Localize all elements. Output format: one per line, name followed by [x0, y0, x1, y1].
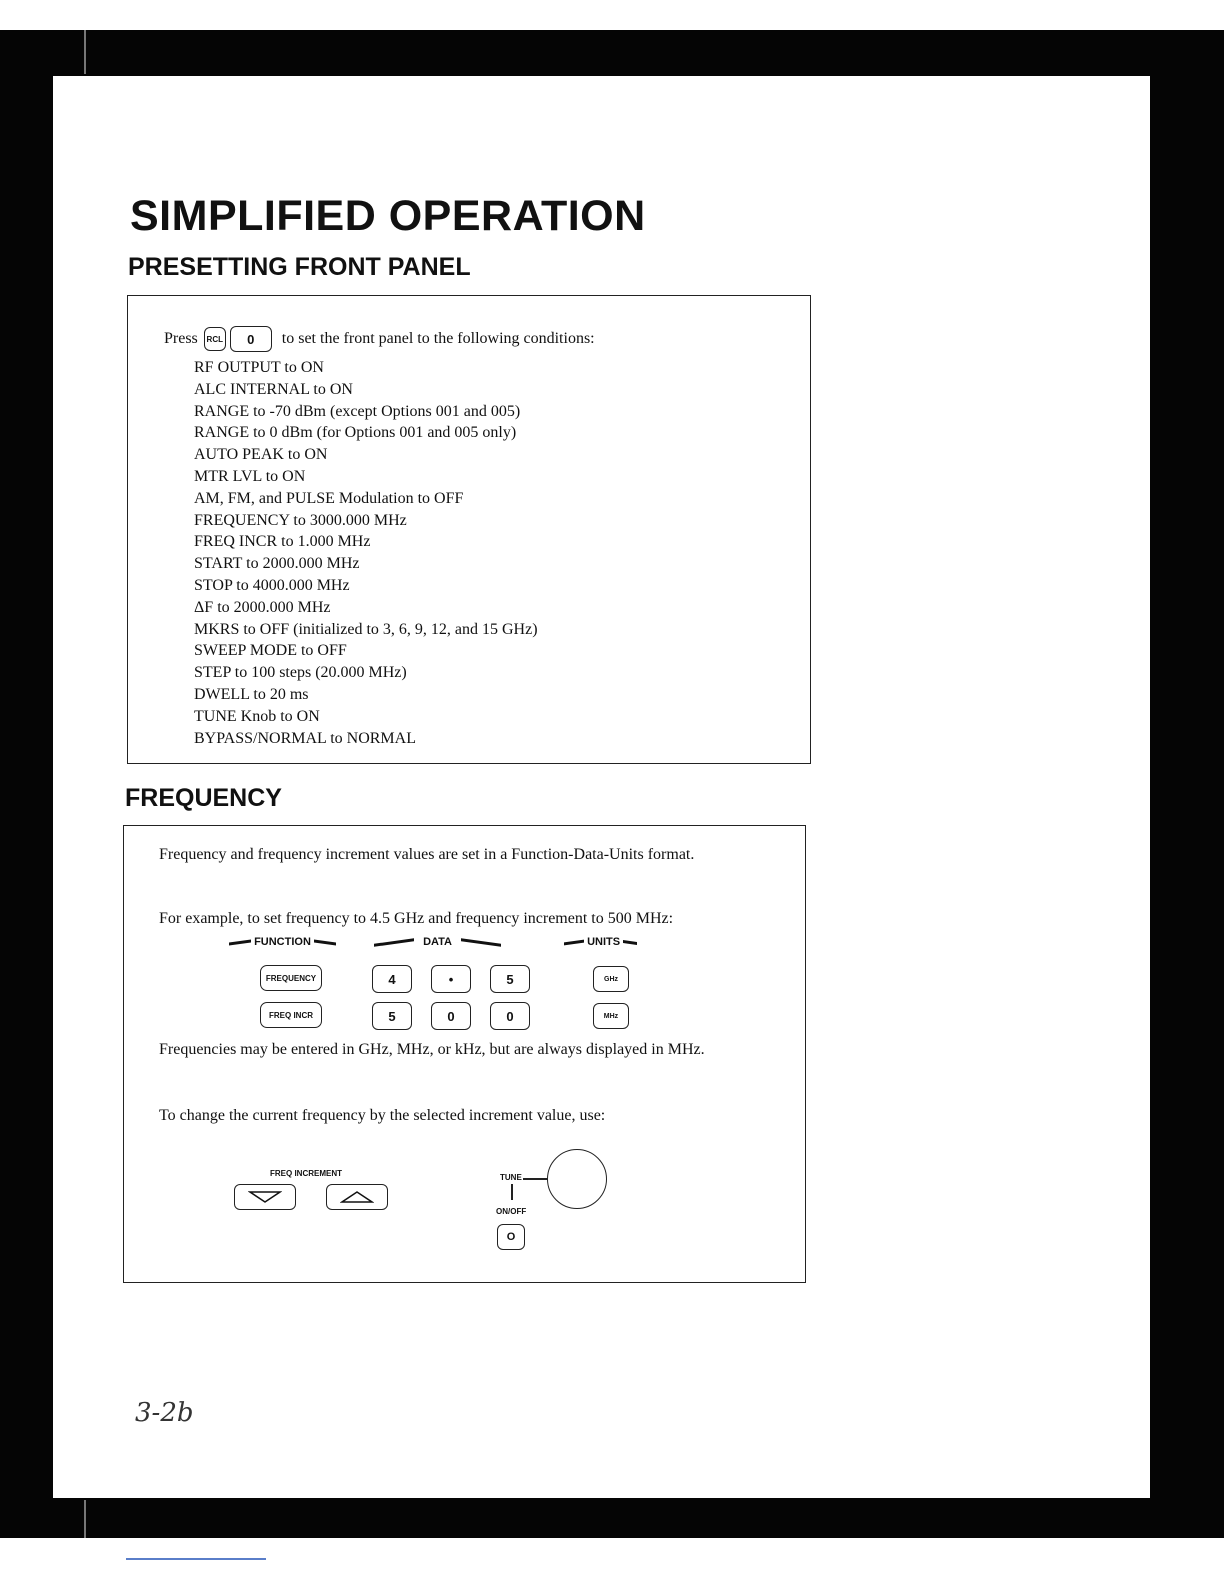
units-group-label: UNITS: [564, 936, 637, 948]
digit-key-5: 5: [490, 965, 530, 993]
list-item: AM, FM, and PULSE Modulation to OFF: [194, 489, 464, 507]
zero-key: 0: [230, 326, 272, 352]
frequency-key: FREQUENCY: [260, 965, 322, 991]
up-arrow-icon: [340, 1189, 374, 1205]
section-heading-frequency: FREQUENCY: [125, 784, 282, 812]
scan-edge-mark: [84, 30, 86, 74]
frequency-intro: Frequency and frequency increment values are set in a Function-Data-Units format.: [159, 846, 695, 863]
digit-key-0: 0: [431, 1002, 471, 1030]
function-group-label: FUNCTION: [229, 936, 336, 948]
onoff-label: ON/OFF: [496, 1207, 527, 1216]
list-item: DWELL to 20 ms: [194, 685, 309, 703]
list-item: ALC INTERNAL to ON: [194, 380, 353, 398]
freq-increment-up-key: [326, 1184, 388, 1210]
scan-top-margin: [0, 0, 1224, 30]
digit-key-0: 0: [490, 1002, 530, 1030]
scan-bottom-margin: [0, 1538, 1224, 1584]
ghz-key: GHz: [593, 966, 629, 992]
list-item: MTR LVL to ON: [194, 467, 306, 485]
page-title: SIMPLIFIED OPERATION: [130, 192, 646, 240]
tune-onoff-key: O: [497, 1224, 525, 1250]
scan-edge-mark: [84, 1500, 86, 1538]
frequency-example: For example, to set frequency to 4.5 GHz and frequency increment to 500 MHz:: [159, 910, 674, 927]
change-note: To change the current frequency by the selected increment value, use:: [159, 1107, 606, 1124]
list-item: BYPASS/NORMAL to NORMAL: [194, 729, 416, 747]
preset-conditions-box: [127, 295, 811, 764]
press-instruction: [164, 326, 595, 352]
rcl-key: RCL: [204, 327, 226, 351]
scan-artifact-line: [126, 1558, 266, 1560]
section-heading-preset: PRESETTING FRONT PANEL: [128, 253, 471, 281]
digit-key-4: 4: [372, 965, 412, 993]
mhz-key: MHz: [593, 1003, 629, 1029]
page-number: 3-2b: [135, 1398, 194, 1428]
freq-incr-key: FREQ INCR: [260, 1002, 322, 1028]
list-item: FREQUENCY to 3000.000 MHz: [194, 511, 407, 529]
list-item: STEP to 100 steps (20.000 MHz): [194, 664, 407, 682]
tune-label: TUNE: [500, 1173, 522, 1182]
press-prefix: Press: [164, 330, 198, 347]
list-item: SWEEP MODE to OFF: [194, 642, 347, 660]
press-suffix: to set the front panel to the following conditions:: [281, 330, 595, 347]
down-arrow-icon: [248, 1189, 282, 1205]
tune-leader-line: [523, 1178, 549, 1180]
list-item: START to 2000.000 MHz: [194, 555, 360, 573]
list-item: TUNE Knob to ON: [194, 707, 320, 725]
list-item: RANGE to -70 dBm (except Options 001 and 005): [194, 402, 521, 420]
list-item: ΔF to 2000.000 MHz: [194, 598, 331, 616]
list-item: MKRS to OFF (initialized to 3, 6, 9, 12, and 15 GHz): [194, 620, 538, 638]
list-item: STOP to 4000.000 MHz: [194, 576, 350, 594]
preset-conditions-list: [194, 357, 538, 749]
list-item: RANGE to 0 dBm (for Options 001 and 005 only): [194, 424, 517, 442]
decimal-point-key: •: [431, 965, 471, 993]
units-note: Frequencies may be entered in GHz, MHz, or kHz, but are always displayed in MHz.: [159, 1041, 705, 1058]
list-item: RF OUTPUT to ON: [194, 359, 324, 376]
frequency-box: [123, 825, 806, 1283]
freq-increment-label: FREQ INCREMENT: [270, 1169, 342, 1178]
list-item: AUTO PEAK to ON: [194, 446, 328, 464]
tune-knob: [547, 1149, 607, 1209]
data-group-label: DATA: [374, 936, 501, 948]
freq-increment-down-key: [234, 1184, 296, 1210]
tune-connector-line: [511, 1184, 513, 1200]
list-item: FREQ INCR to 1.000 MHz: [194, 533, 371, 551]
digit-key-5: 5: [372, 1002, 412, 1030]
